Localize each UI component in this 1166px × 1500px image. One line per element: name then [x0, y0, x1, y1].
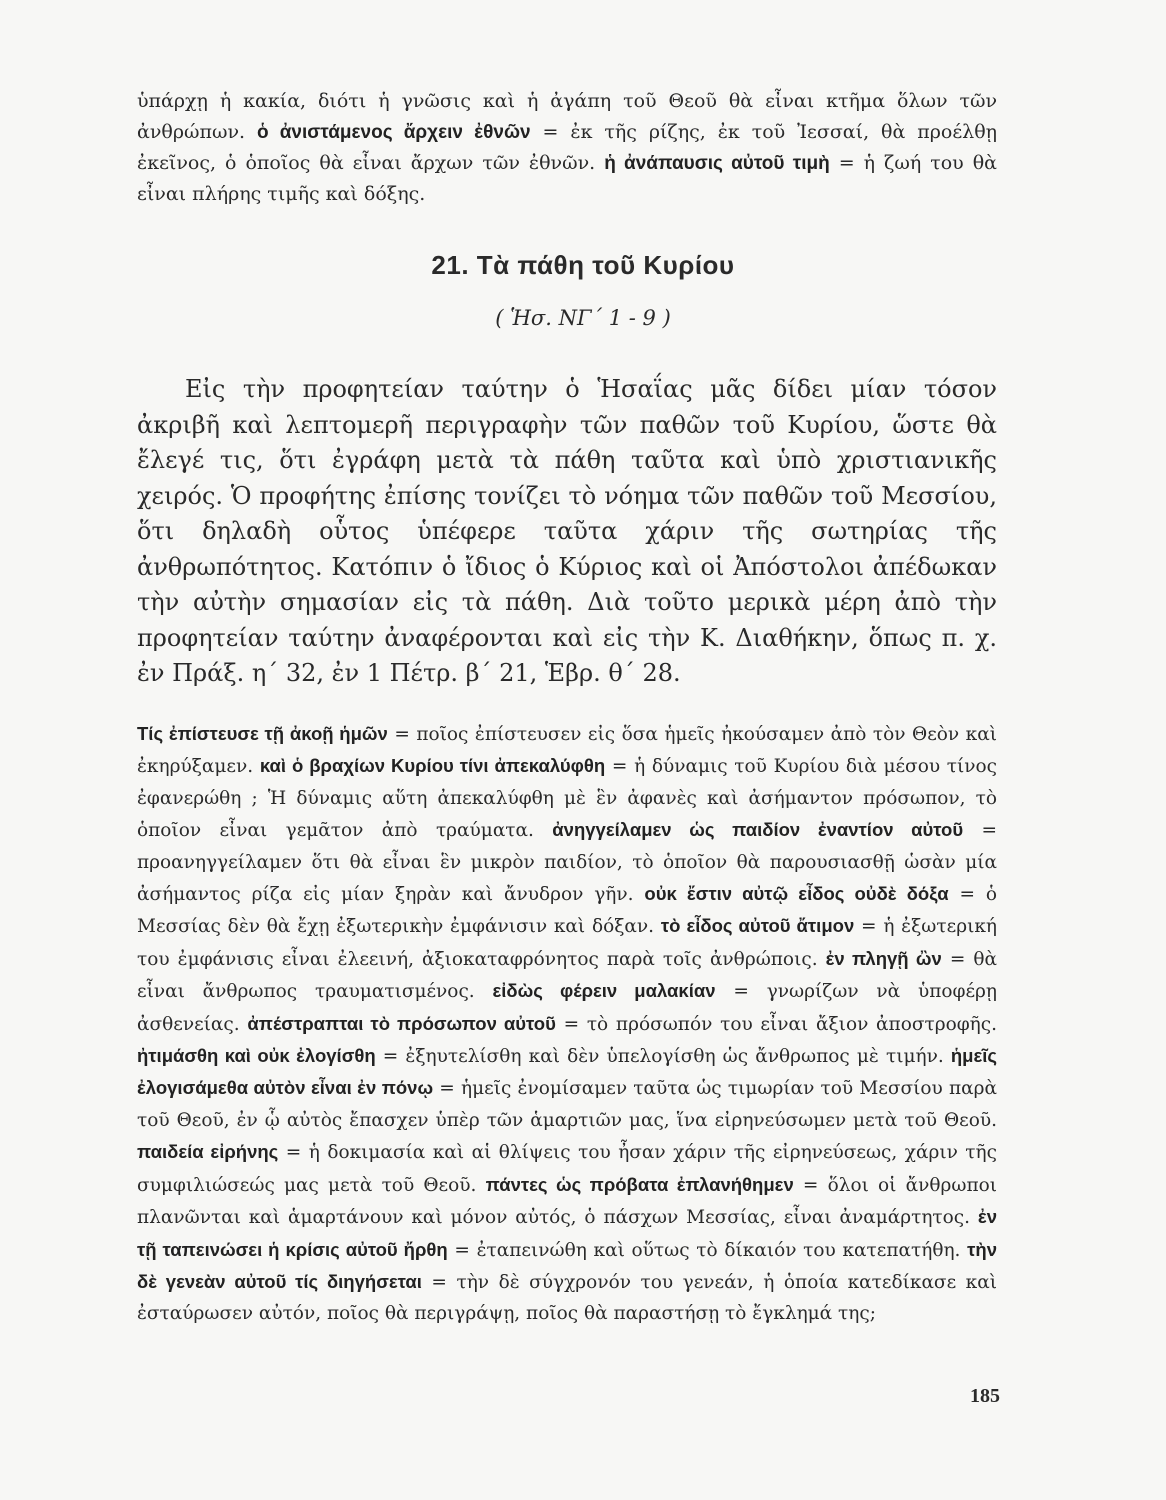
lemma-bold: ἡ ἀνάπαυσις αὐτοῦ τιμὴ [604, 153, 830, 174]
lemma-bold: εἰδὼς φέρειν μαλακίαν [492, 980, 716, 1002]
intro-paragraph [137, 86, 997, 210]
intro-text: ὑπάρχῃ ἡ κακία, διότι ἡ γνῶσις καὶ ἡ ἀγάπη τοῦ Θεοῦ θὰ εἶναι κτῆμα ὅλων τῶν ἀνθρώπων. [137, 90, 997, 143]
lemma-bold: οὐκ ἔστιν αὐτῷ εἶδος οὐδὲ δόξα [644, 883, 949, 905]
lemma-bold: ἐν πληγῇ ὢν [825, 947, 942, 969]
commentary-text: = θὰ εἶναι ἄνθρωπος τραυματισμένος. [137, 948, 997, 1003]
lemma-bold: ἀπέστραπται τὸ πρόσωπον αὐτοῦ [247, 1012, 556, 1034]
lemma-bold: ὁ ἀνιστάμενος ἄρχειν ἐθνῶν [256, 122, 531, 143]
commentary-text: = τὴν δὲ σύγχρονόν του γενεάν, ἡ ὁποία κατεδίκασε καὶ ἐσταύρωσεν αὐτόν, ποῖος θὰ περιγράψῃ, ποῖος θὰ παραστήσῃ τὸ ἔγκλημά της; [137, 1271, 997, 1325]
commentary-text: = ἐξηυτελίσθη καὶ δὲν ὑπελογίσθη ὡς ἄνθρωπος μὲ τιμήν. [375, 1046, 951, 1068]
commentary-text: = ἡ δοκιμασία καὶ αἱ θλίψεις του ἦσαν χάριν τῆς εἰρηνεύσεως, χάριν τῆς συμφιλιώσεώς μας μετὰ τοῦ Θεοῦ. [137, 1142, 997, 1196]
commentary-text: = ἡ δύναμις τοῦ Κυρίου διὰ μέσου τίνος ἐφανερώθη ; Ἡ δύναμις αὕτη ἀπεκαλύφθη μὲ ἓν ἀφανὲς καὶ ἀσήμαντον πρόσωπον, τὸ ὁποῖον εἶναι γεμᾶτον ἀπὸ τραύματα. [137, 756, 997, 842]
section-reference: ( Ἡσ. ΝΓ΄ 1 - 9 ) [495, 306, 671, 330]
lemma-bold: ἀνηγγείλαμεν ὡς παιδίον ἐναντίον αὐτοῦ [552, 819, 964, 841]
commentary-text: = γνωρίζων νὰ ὑποφέρῃ ἀσθενείας. [137, 981, 997, 1035]
lemma-bold: ἠτιμάσθη καὶ οὐκ ἐλογίσθη [137, 1045, 376, 1067]
lemma-bold: ἡμεῖς ἐλογισάμεθα αὐτὸν εἶναι ἐν πόνῳ [137, 1045, 998, 1099]
intro-text: = ἡ ζωή του θὰ εἶναι πλήρης τιμῆς καὶ δόξης. [137, 152, 997, 205]
lemma-bold: τὸ εἶδος αὐτοῦ ἄτιμον [660, 915, 855, 937]
lemma-bold: πάντες ὡς πρόβατα ἐπλανήθημεν [485, 1173, 794, 1195]
commentary-text: = ἡ ἐξωτερική του ἐμφάνισις εἶναι ἐλεεινή, ἀξιοκαταφρόνητος παρὰ τοῖς ἀνθρώποις. [137, 916, 997, 970]
commentary-text: = ἐταπεινώθη καὶ οὕτως τὸ δίκαιόν του κατεπατήθη. [447, 1239, 968, 1261]
commentary-text: = ἡμεῖς ἐνομίσαμεν ταῦτα ὡς τιμωρίαν τοῦ Μεσσίου παρὰ τοῦ Θεοῦ, ἐν ᾧ αὐτὸς ἔπασχεν ὑπὲρ τῶν ἁμαρτιῶν μας, ἵνα εἰρηνεύσωμεν μετὰ τοῦ Θεοῦ. [137, 1078, 997, 1131]
page-number: 185 [970, 1385, 1000, 1407]
main-paragraph [137, 372, 997, 692]
commentary-text: = ὁ Μεσσίας δὲν θὰ ἔχῃ ἐξωτερικὴν ἐμφάνισιν καὶ δόξαν. [137, 884, 997, 938]
commentary-text: = τὸ πρόσωπόν του εἶναι ἄξιον ἀποστροφῆς. [555, 1013, 998, 1035]
lemma-bold: ἐν τῇ ταπεινώσει ἡ κρίσις αὐτοῦ ἤρθη [137, 1206, 997, 1260]
commentary-paragraph [137, 718, 997, 1330]
commentary-text: = ὅλοι οἱ ἄνθρωποι πλανῶνται καὶ ἁμαρτάνουν καὶ μόνον αὐτός, ὁ πάσχων Μεσσίας, εἶναι ἀναμάρτητος. [137, 1174, 997, 1229]
commentary-text: = προανηγγείλαμεν ὅτι θὰ εἶναι ἓν μικρὸν παιδίον, τὸ ὁποῖον θὰ παρουσιασθῇ ὡσὰν μία ἀσήμαντος ρίζα εἰς μίαν ξηρὰν καὶ ἄνυδρον γῆν. [137, 820, 997, 906]
lemma-bold: τὴν δὲ γενεὰν αὐτοῦ τίς διηγήσεται [137, 1238, 997, 1292]
lemma-bold: καὶ ὁ βραχίων Κυρίου τίνι ἀπεκαλύφθη [259, 755, 606, 777]
intro-text: = ἐκ τῆς ρίζης, ἐκ τοῦ Ἰεσσαί, θὰ προέλθῃ ἐκεῖνος, ὁ ὁποῖος θὰ εἶναι ἄρχων τῶν ἐθνῶν. [137, 121, 998, 174]
main-text: Εἰς τὴν προφητείαν ταύτην ὁ Ἡσαΐας μᾶς δίδει μίαν τόσον ἀκριβῆ καὶ λεπτομερῆ περιγραφὴν τῶν παθῶν τοῦ Κυρίου, ὥστε θὰ ἔλεγέ τις, ὅτι ἐγράφη μετὰ τὰ πάθη ταῦτα καὶ ὑπὸ χριστιανικῆς χειρός. Ὁ προφήτης ἐπίσης τονίζει τὸ νόημα τῶν παθῶν τοῦ Μεσσίου, ὅτι δηλαδὴ οὗτος ὑπέφερε ταῦτα χάριν τῆς σωτηρίας τῆς ἀνθρωπότητος. Κατόπιν ὁ ἴδιος ὁ Κύριος καὶ οἱ Ἀπόστολοι ἀπέδωκαν τὴν αὐτὴν σημασίαν εἰς τὰ πάθη. Διὰ τοῦτο μερικὰ μέρη ἀπὸ τὴν προφητείαν ταύτην ἀναφέρονται καὶ εἰς τὴν Κ. Διαθήκην, ὅπως π. χ. ἐν Πράξ. η΄ 32, ἐν 1 Πέτρ. β΄ 21, Ἑβρ. θ΄ 28. [137, 375, 997, 687]
commentary-text: = ποῖος ἐπίστευσεν εἰς ὅσα ἡμεῖς ἠκούσαμεν ἀπὸ τὸν Θεὸν καὶ ἐκηρύξαμεν. [137, 724, 997, 778]
lemma-bold: Τίς ἐπίστευσε τῇ ἀκοῇ ἡμῶν [137, 723, 388, 744]
lemma-bold: παιδεία εἰρήνης [137, 1141, 279, 1163]
section-title: 21. Τὰ πάθη τοῦ Κυρίου [431, 250, 735, 280]
